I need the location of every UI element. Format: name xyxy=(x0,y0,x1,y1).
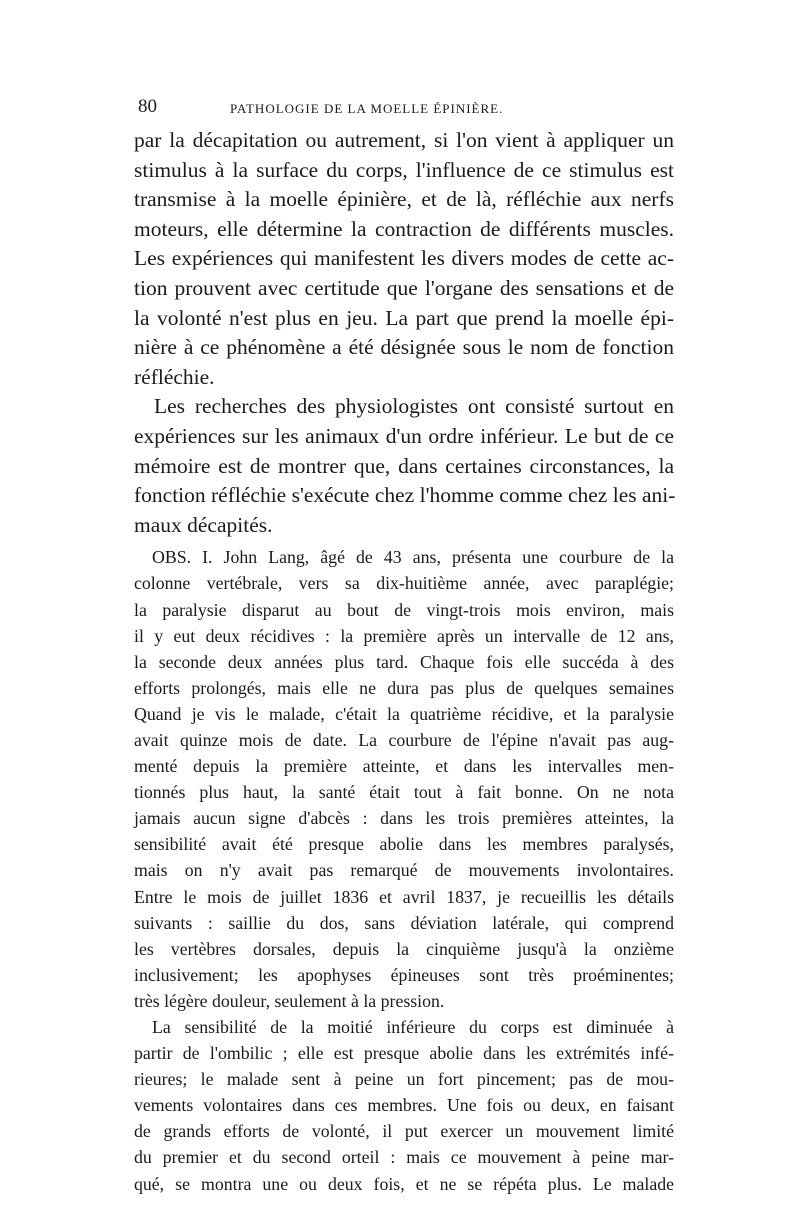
text-line: il y eut deux récidives : la première après un intervalle de 12 ans, xyxy=(134,625,674,646)
text-line: transmise à la moelle épinière, et de là, réfléchie aux nerfs xyxy=(134,187,674,212)
text-line: efforts prolongés, mais elle ne dura pas plus de quelques semaines xyxy=(134,677,674,698)
text-line: sensibilité avait été presque abolie dans les membres paralysés, xyxy=(134,834,674,855)
text-line: rieures; le malade sent à peine un fort pincement; pas de mou- xyxy=(134,1069,674,1090)
text-line: du premier et du second orteil : mais ce mouvement à peine mar- xyxy=(134,1147,674,1168)
text-line: la paralysie disparut au bout de vingt-trois mois environ, mais xyxy=(134,599,674,620)
text-line: mais on n'y avait pas remarqué de mouvements involontaires. xyxy=(134,860,674,881)
text-line: partir de l'ombilic ; elle est presque abolie dans les extrémités infé- xyxy=(134,1043,674,1064)
text-line: maux décapités. xyxy=(134,512,273,537)
text-line: très légère douleur, seulement à la pression. xyxy=(134,990,445,1011)
body-text xyxy=(134,126,674,1197)
text-line: La sensibilité de la moitié inférieure du corps est diminuée à xyxy=(152,1017,674,1037)
text-line: jamais aucun signe d'abcès : dans les trois premières atteintes, la xyxy=(134,808,674,829)
text-line: tion prouvent avec certitude que l'organe des sensations et de xyxy=(134,275,674,300)
text-line: stimulus à la surface du corps, l'influence de ce stimulus est xyxy=(134,157,674,182)
text-line: par la décapitation ou autrement, si l'on vient à appliquer un xyxy=(134,128,674,152)
text-line: les vertèbres dorsales, depuis la cinquième jusqu'à la onzième xyxy=(134,938,674,959)
text-line: inclusivement; les apophyses épineuses sont très proéminentes; xyxy=(134,964,674,985)
page-number: 80 xyxy=(138,96,157,117)
text-line: menté depuis la première atteinte, et dans les intervalles men- xyxy=(134,756,674,777)
text-line: mémoire est de montrer que, dans certaines circonstances, la xyxy=(134,453,674,478)
text-line: avait quinze mois de date. La courbure de l'épine n'avait pas aug- xyxy=(134,729,674,750)
text-line: Quand je vis le malade, c'était la quatrième récidive, et la paralysie xyxy=(134,703,674,724)
running-head: PATHOLOGIE DE LA MOELLE ÉPINIÈRE. xyxy=(230,101,504,116)
text-line: moteurs, elle détermine la contraction de différents muscles. xyxy=(134,216,674,241)
text-line: OBS. I. John Lang, âgé de 43 ans, présenta une courbure de la xyxy=(152,547,674,568)
paragraph-research xyxy=(134,392,674,540)
text-line: colonne vertébrale, vers sa dix-huitième année, avec paraplégie; xyxy=(134,573,674,594)
text-line: fonction réfléchie s'exécute chez l'homme comme chez les ani- xyxy=(134,483,676,508)
observation-paragraph-2 xyxy=(134,1014,674,1197)
text-line: Entre le mois de juillet 1836 et avril 1837, je recueillis les détails xyxy=(134,886,674,907)
text-line: nière à ce phénomène a été désignée sous le nom de fonction xyxy=(134,335,674,360)
text-line: Les recherches des physiologistes ont consisté surtout en xyxy=(154,394,674,419)
text-line: la seconde deux années plus tard. Chaque fois elle succéda à des xyxy=(134,651,674,672)
text-line: qué, se montra une ou deux fois, et ne se répéta plus. Le malade xyxy=(134,1173,674,1194)
text-line: vements volontaires dans ces membres. Une fois ou deux, en faisant xyxy=(134,1095,674,1116)
text-line: expériences sur les animaux d'un ordre inférieur. Le but de ce xyxy=(134,423,674,448)
text-line: suivants : saillie du dos, sans déviation latérale, qui comprend xyxy=(134,912,674,933)
text-line: la volonté n'est plus en jeu. La part que prend la moelle épi- xyxy=(134,305,674,330)
text-line: de grands efforts de volonté, il put exercer un mouvement limité xyxy=(134,1121,674,1142)
page-header xyxy=(138,96,678,120)
text-line: tionnés plus haut, la santé était tout à fait bonne. On ne nota xyxy=(134,782,674,803)
paragraph-intro xyxy=(134,126,674,392)
observation-paragraph xyxy=(134,544,674,1014)
text-line: réfléchie. xyxy=(134,364,215,389)
text-line: Les expériences qui manifestent les divers modes de cette ac- xyxy=(134,246,674,271)
